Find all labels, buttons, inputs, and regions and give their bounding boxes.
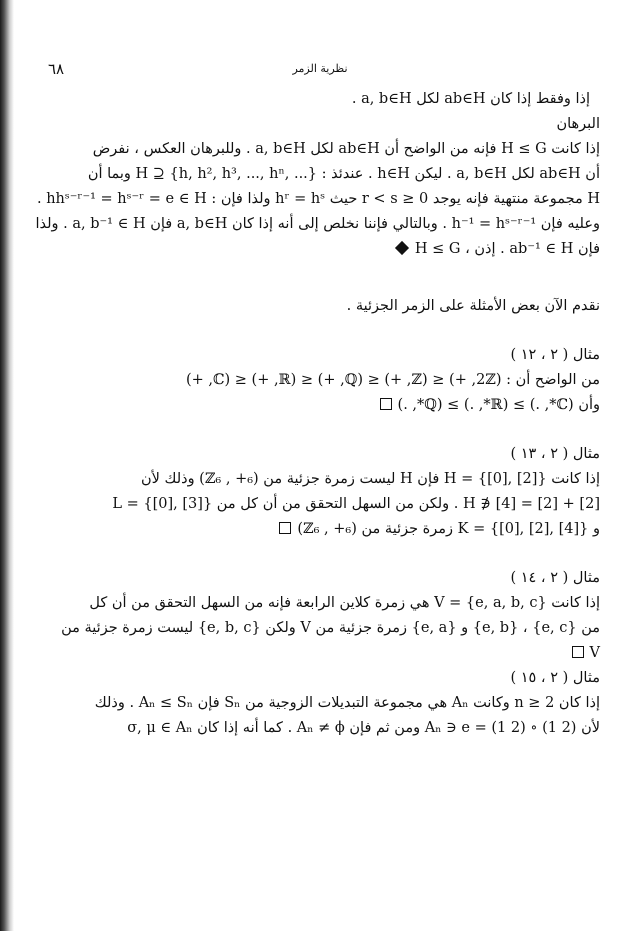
example-15-line-2: لأن Aₙ ∋ e = (1 2) ∘ (1 2) ومن ثم فإن Aₙ ≠ ϕ . كما أنه إذا كان σ, μ ∈ Aₙ bbox=[127, 720, 600, 736]
running-title: نظرية الزمر bbox=[292, 62, 348, 75]
proof-line-1: إذا كانت H ≤ G فإنه من الواضح أن ab∈H لكل a, b∈H . وللبرهان العكس ، نفرض bbox=[92, 141, 600, 157]
theorem-statement-end: إذا وفقط إذا كان ab∈H لكل a, b∈H . bbox=[351, 91, 590, 107]
end-of-example-box-icon bbox=[279, 522, 291, 534]
example-13-title: مثال ( ٢ ، ١٣ ) bbox=[510, 446, 600, 462]
example-12-title: مثال ( ٢ ، ١٢ ) bbox=[510, 347, 600, 363]
book-page bbox=[35, 60, 600, 738]
page-header bbox=[40, 60, 600, 86]
end-of-example-box-icon bbox=[572, 646, 584, 658]
qed-diamond-icon bbox=[395, 241, 409, 255]
example-14-line-1: إذا كانت V = {e, a, b, c} هي زمرة كلاين الرابعة فإنه من السهل التحقق من أن كل bbox=[89, 595, 600, 611]
proof-line-5: فإن ab⁻¹ ∈ H . إذن ، H ≤ G bbox=[40, 240, 600, 259]
proof-heading: البرهان bbox=[556, 116, 600, 132]
proof-line-2: أن ab∈H لكل a, b∈H . ليكن h∈H . عندئذ : H ⊇ {h, h², h³, ..., hⁿ, ...} وبما أن bbox=[87, 166, 600, 182]
example-12-line-2: وأن (ℂ*, .) ≥ (ℝ*, .) ≥ (ℚ*, .) bbox=[40, 396, 600, 415]
page-number: ٦٨ bbox=[48, 60, 65, 78]
proof-line-3: H مجموعة منتهية فإنه يوجد 0 ≤ r < s حيث hʳ = hˢ ولذا فإن : hhˢ⁻ʳ⁻¹ = hˢ⁻ʳ = e ∈ H . bbox=[36, 191, 600, 207]
example-12-line-1: من الواضح أن : (2ℤ, +) ≤ (ℤ, +) ≤ (ℚ, +) ≤ (ℝ, +) ≤ (ℂ, +) bbox=[185, 372, 600, 388]
book-binding-edge bbox=[0, 0, 14, 931]
example-14-line-2: من {e, c} ، {e, b} و {e, a} زمرة جزئية من V ولكن {e, b, c} ليست زمرة جزئية من bbox=[61, 620, 600, 636]
proof-line-4: وعليه فإن h⁻¹ = hˢ⁻ʳ⁻¹ . وبالتالي فإننا نخلص إلى أنه إذا كان a, b∈H فإن a, b⁻¹ ∈ H . ولذا bbox=[35, 216, 600, 232]
example-15-title: مثال ( ٢ ، ١٥ ) bbox=[510, 670, 600, 686]
example-15-line-1: إذا كان n ≥ 2 وكانت Aₙ هي مجموعة التبديلات الزوجية من Sₙ فإن Aₙ ≤ Sₙ . وذلك bbox=[94, 695, 600, 711]
end-of-example-box-icon bbox=[380, 398, 392, 410]
example-13-line-3: و K = {[0], [2], [4]} زمرة جزئية من (ℤ₆ , +₆) bbox=[40, 520, 600, 539]
example-13-line-2: [2] + [2] = [4] ∉ H . ولكن من السهل التحقق من أن كل من L = {[0], [3]} bbox=[112, 496, 600, 512]
example-14-line-3: V bbox=[40, 644, 600, 663]
example-13-line-1: إذا كانت H = {[0], [2]} فإن H ليست زمرة جزئية من (ℤ₆ , +₆) وذلك لأن bbox=[140, 471, 600, 487]
examples-intro: نقدم الآن بعض الأمثلة على الزمر الجزئية . bbox=[346, 298, 600, 314]
example-14-title: مثال ( ٢ ، ١٤ ) bbox=[510, 570, 600, 586]
